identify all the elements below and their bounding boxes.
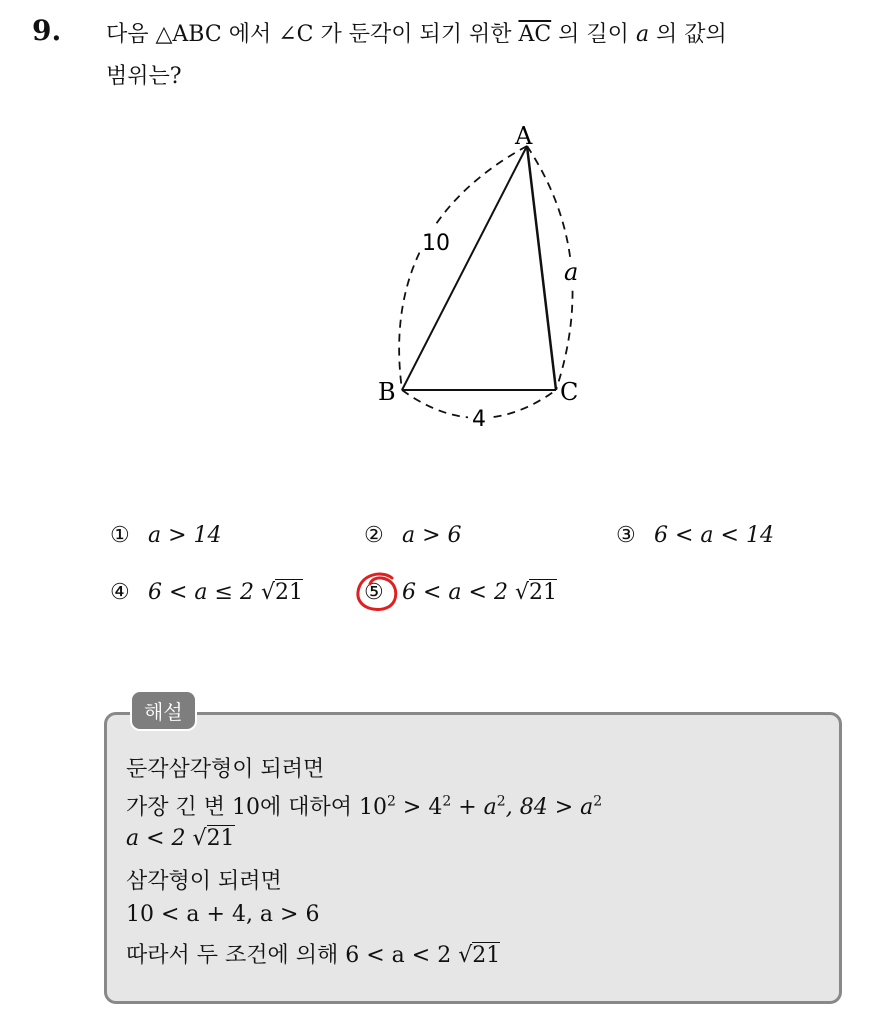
choice-2-expr: a > 6 (402, 523, 462, 548)
choice-4[interactable]: ④ 6 < a ≤ 2 √21 (110, 580, 303, 605)
choice-4-sqrt: 21 (274, 580, 303, 605)
label-side-ac: a (564, 258, 579, 286)
label-b: B (378, 378, 396, 406)
question-text-pre: 다음 △ABC 에서 ∠C 가 둔각이 되기 위한 (106, 22, 519, 47)
solution-line-1: 둔각삼각형이 되려면 (126, 757, 325, 782)
selected-answer-circle (352, 570, 402, 616)
solution-line-3: a < 2 √21 (126, 826, 235, 851)
choice-5[interactable]: ⑤ 6 < a < 2 √21 (364, 580, 557, 605)
choice-5-expr: 6 < a < 2 (402, 580, 515, 605)
choice-1-expr: a > 14 (148, 523, 222, 548)
question-text-line2: 범위는? (106, 64, 182, 89)
choice-1[interactable] (110, 523, 222, 548)
label-side-ab: 10 (422, 231, 450, 256)
solution-line-5: 10 < a + 4, a > 6 (126, 902, 320, 927)
choice-2[interactable] (364, 523, 462, 548)
question-text-mid: 의 길이 (551, 22, 636, 47)
solution-tag: 해설 (130, 690, 197, 731)
choice-5-mark: ⑤ (364, 580, 384, 605)
choice-2-mark: ② (364, 523, 384, 548)
choice-5-sqrt: 21 (528, 580, 557, 605)
label-side-bc: 4 (472, 407, 486, 432)
side-ac-line (527, 146, 556, 390)
solution-line-6: 따라서 두 조건에 의해 6 < a < 2 √21 (126, 943, 501, 968)
segment-ac: $\overline{AC}$ (518, 22, 552, 47)
label-a: A (515, 122, 533, 150)
choice-3[interactable] (616, 523, 774, 548)
choice-4-mark: ④ (110, 580, 130, 605)
side-ab-line (402, 146, 527, 390)
label-c: C (560, 378, 579, 406)
question-number: 9. (32, 14, 62, 47)
variable-a: a (635, 22, 650, 47)
question-text (106, 14, 866, 98)
choice-3-mark: ③ (616, 523, 636, 548)
question-text-post: 의 값의 (649, 22, 727, 47)
solution-line-4: 삼각형이 되려면 (126, 869, 282, 894)
choice-3-expr: 6 < a < 14 (654, 523, 774, 548)
solution-line-2: 가장 긴 변 10에 대하여 $10^2 > 4^2 + a^2$, $84 > a^2$ (126, 793, 603, 820)
choice-1-mark: ① (110, 523, 130, 548)
triangle-figure (360, 116, 620, 436)
choice-4-expr: 6 < a ≤ 2 (148, 580, 261, 605)
